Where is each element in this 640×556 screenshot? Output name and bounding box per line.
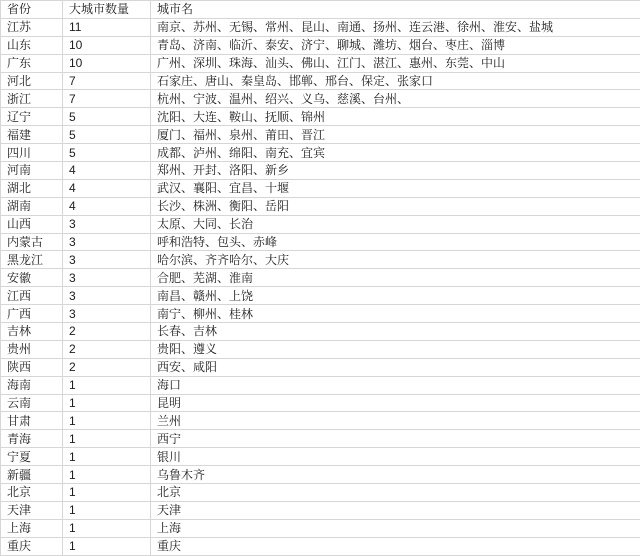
table-row (1, 90, 640, 108)
table-row (1, 466, 640, 484)
cell-province[interactable]: 上海 (1, 519, 63, 537)
cell-city-names[interactable]: 成都、泸州、绵阳、南充、宜宾 (151, 144, 640, 162)
cell-province[interactable]: 湖北 (1, 179, 63, 197)
cell-city-names[interactable]: 西宁 (151, 430, 640, 448)
cell-city-names[interactable]: 银川 (151, 448, 640, 466)
header-row (1, 1, 640, 19)
cell-city-count[interactable]: 1 (63, 484, 151, 502)
cell-city-count[interactable]: 7 (63, 90, 151, 108)
cell-province[interactable]: 内蒙古 (1, 233, 63, 251)
cell-province[interactable]: 浙江 (1, 90, 63, 108)
table-row (1, 36, 640, 54)
cell-province[interactable]: 河南 (1, 162, 63, 180)
cell-province[interactable]: 青海 (1, 430, 63, 448)
table-row (1, 233, 640, 251)
cell-city-count[interactable]: 1 (63, 430, 151, 448)
table-row (1, 269, 640, 287)
cell-province[interactable]: 吉林 (1, 323, 63, 341)
table-row (1, 162, 640, 180)
cell-city-count[interactable]: 10 (63, 54, 151, 72)
table-row (1, 179, 640, 197)
cell-city-count[interactable]: 3 (63, 305, 151, 323)
cell-city-names[interactable]: 太原、大同、长治 (151, 215, 640, 233)
cell-city-count[interactable]: 2 (63, 323, 151, 341)
cell-city-names[interactable]: 哈尔滨、齐齐哈尔、大庆 (151, 251, 640, 269)
cell-province[interactable]: 福建 (1, 126, 63, 144)
cell-city-count[interactable]: 4 (63, 162, 151, 180)
cell-city-names[interactable]: 沈阳、大连、鞍山、抚顺、锦州 (151, 108, 640, 126)
cell-city-names[interactable]: 南京、苏州、无锡、常州、昆山、南通、扬州、连云港、徐州、淮安、盐城 (151, 18, 640, 36)
table-row (1, 358, 640, 376)
cell-city-count[interactable]: 1 (63, 466, 151, 484)
table-row (1, 484, 640, 502)
cell-city-names[interactable]: 呼和浩特、包头、赤峰 (151, 233, 640, 251)
cell-province[interactable]: 新疆 (1, 466, 63, 484)
table-row (1, 323, 640, 341)
cell-city-count[interactable]: 2 (63, 358, 151, 376)
cell-city-count[interactable]: 1 (63, 376, 151, 394)
cell-city-count[interactable]: 3 (63, 215, 151, 233)
cell-province[interactable]: 辽宁 (1, 108, 63, 126)
cell-city-names[interactable]: 上海 (151, 519, 640, 537)
cell-city-count[interactable]: 3 (63, 287, 151, 305)
cell-province[interactable]: 四川 (1, 144, 63, 162)
cell-city-count[interactable]: 7 (63, 72, 151, 90)
cell-city-count[interactable]: 1 (63, 394, 151, 412)
cell-city-names[interactable]: 青岛、济南、临沂、泰安、济宁、聊城、潍坊、烟台、枣庄、淄博 (151, 36, 640, 54)
cell-city-names[interactable]: 北京 (151, 484, 640, 502)
table-row (1, 430, 640, 448)
cell-province[interactable]: 山东 (1, 36, 63, 54)
cell-city-names[interactable]: 南宁、柳州、桂林 (151, 305, 640, 323)
cell-city-names[interactable]: 长春、吉林 (151, 323, 640, 341)
cell-city-names[interactable]: 合肥、芜湖、淮南 (151, 269, 640, 287)
cell-province[interactable]: 贵州 (1, 340, 63, 358)
cell-city-count[interactable]: 5 (63, 144, 151, 162)
cell-city-names[interactable]: 郑州、开封、洛阳、新乡 (151, 162, 640, 180)
cell-province[interactable]: 北京 (1, 484, 63, 502)
table-row (1, 54, 640, 72)
cell-province[interactable]: 广东 (1, 54, 63, 72)
cell-city-names[interactable]: 广州、深圳、珠海、汕头、佛山、江门、湛江、惠州、东莞、中山 (151, 54, 640, 72)
cell-province[interactable]: 云南 (1, 394, 63, 412)
cell-city-count[interactable]: 4 (63, 197, 151, 215)
cell-city-names[interactable]: 海口 (151, 376, 640, 394)
cell-city-count[interactable]: 1 (63, 519, 151, 537)
table-row (1, 18, 640, 36)
cell-city-count[interactable]: 2 (63, 340, 151, 358)
cell-city-count[interactable]: 3 (63, 233, 151, 251)
cell-province[interactable]: 江西 (1, 287, 63, 305)
table-row (1, 144, 640, 162)
cell-city-names[interactable]: 杭州、宁波、温州、绍兴、义乌、慈溪、台州、 (151, 90, 640, 108)
header-city-names[interactable]: 城市名 (151, 1, 640, 19)
cell-city-names[interactable]: 贵阳、遵义 (151, 340, 640, 358)
cell-city-count[interactable]: 1 (63, 448, 151, 466)
header-city-count[interactable]: 大城市数量 (63, 1, 151, 19)
cell-city-names[interactable]: 昆明 (151, 394, 640, 412)
table-row (1, 448, 640, 466)
cell-city-names[interactable]: 乌鲁木齐 (151, 466, 640, 484)
cell-city-count[interactable]: 3 (63, 269, 151, 287)
cell-province[interactable]: 河北 (1, 72, 63, 90)
cell-city-count[interactable]: 4 (63, 179, 151, 197)
table-row (1, 519, 640, 537)
table-row (1, 72, 640, 90)
cell-province[interactable]: 黑龙江 (1, 251, 63, 269)
table-row (1, 251, 640, 269)
table-row (1, 412, 640, 430)
table-row (1, 394, 640, 412)
cell-city-count[interactable]: 10 (63, 36, 151, 54)
cell-city-count[interactable]: 1 (63, 537, 151, 555)
cell-province[interactable]: 广西 (1, 305, 63, 323)
table-row (1, 305, 640, 323)
table-row (1, 376, 640, 394)
cell-city-names[interactable]: 石家庄、唐山、秦皇岛、邯郸、邢台、保定、张家口 (151, 72, 640, 90)
cell-city-names[interactable]: 厦门、福州、泉州、莆田、晋江 (151, 126, 640, 144)
cell-city-count[interactable]: 1 (63, 501, 151, 519)
table-body (1, 18, 640, 555)
cell-province[interactable]: 宁夏 (1, 448, 63, 466)
table-row (1, 287, 640, 305)
cell-province[interactable]: 安徽 (1, 269, 63, 287)
cell-province[interactable]: 甘肃 (1, 412, 63, 430)
cell-province[interactable]: 重庆 (1, 537, 63, 555)
header-province[interactable]: 省份 (1, 1, 63, 19)
cell-province[interactable]: 海南 (1, 376, 63, 394)
cell-province[interactable]: 湖南 (1, 197, 63, 215)
cell-province[interactable]: 陕西 (1, 358, 63, 376)
cell-province[interactable]: 山西 (1, 215, 63, 233)
cell-city-names[interactable]: 武汉、襄阳、宜昌、十堰 (151, 179, 640, 197)
table-row (1, 501, 640, 519)
cell-city-names[interactable]: 重庆 (151, 537, 640, 555)
cell-province[interactable]: 天津 (1, 501, 63, 519)
cell-city-count[interactable]: 5 (63, 126, 151, 144)
table-row (1, 197, 640, 215)
table-row (1, 215, 640, 233)
table-row (1, 340, 640, 358)
cell-city-names[interactable]: 天津 (151, 501, 640, 519)
cell-city-count[interactable]: 11 (63, 18, 151, 36)
table-row (1, 108, 640, 126)
cell-city-count[interactable]: 3 (63, 251, 151, 269)
cell-city-names[interactable]: 长沙、株洲、衡阳、岳阳 (151, 197, 640, 215)
table-row (1, 126, 640, 144)
table-row (1, 537, 640, 555)
cell-city-names[interactable]: 南昌、赣州、上饶 (151, 287, 640, 305)
cell-city-count[interactable]: 5 (63, 108, 151, 126)
cell-province[interactable]: 江苏 (1, 18, 63, 36)
cell-city-names[interactable]: 兰州 (151, 412, 640, 430)
cell-city-names[interactable]: 西安、咸阳 (151, 358, 640, 376)
cell-city-count[interactable]: 1 (63, 412, 151, 430)
